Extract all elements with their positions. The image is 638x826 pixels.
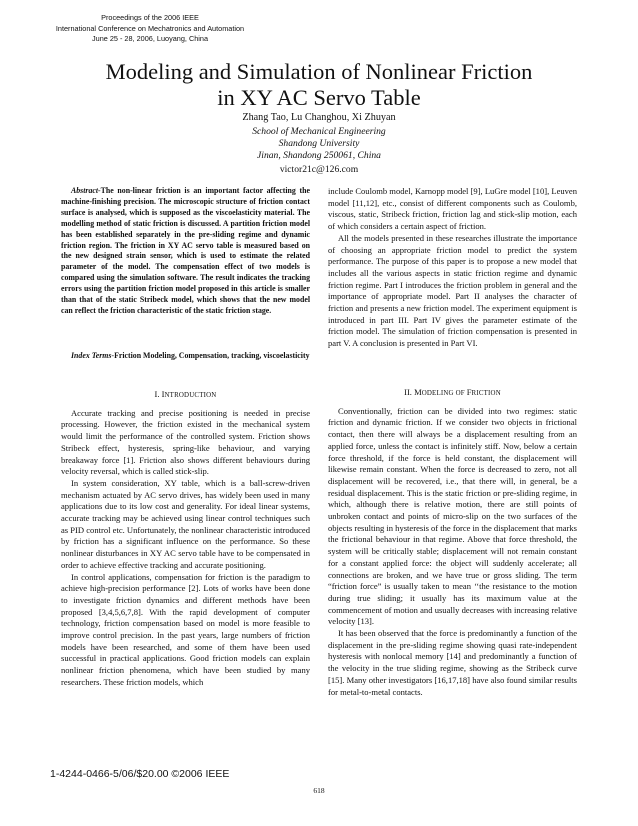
paper-title — [0, 59, 638, 111]
index-terms-text: Friction Modeling, Compensation, tracking, viscoelasticity — [114, 351, 310, 360]
section-modeling-of-friction — [328, 387, 577, 698]
paragraph: It has been observed that the force is predominantly a function of the displacement in the pre-sliding regime showing quasi rate-independent hysteresis with nonlocal memory [14] and predominantly a function of the velocity in the true sliding regime, showing as the Stribeck curve [15]. Many other investigators [16,17,18] have also found similar results for metal-to-metal contacts. — [328, 628, 577, 697]
index-terms-label: Index Terms- — [71, 351, 115, 360]
proceedings-line: June 25 - 28, 2006, Luoyang, China — [91, 34, 209, 44]
authors: Zhang Tao, Lu Changhou, Xi Zhuyan — [242, 112, 396, 123]
paragraph: All the models presented in these researches illustrate the importance of choosing an appropriate friction model to predict the system performance. The purpose of this paper is to propose a new model that includes all the various aspects in static friction regime and dynamic friction regime. Part I introduces the friction problem in general and the importance of appropriate model. Part II analyses the character of friction and presents a new friction model. The experiment equipment is introduced in part III. Part IV gives the parameter estimate of the friction model. The simulation of friction compensation is presented in part V. A conclusion is presented in Part VI. — [328, 232, 577, 349]
affiliation-line: School of Mechanical Engineering — [252, 126, 386, 137]
title-line: in XY AC Servo Table — [217, 85, 421, 110]
copyright-footer: 1-4244-0466-5/06/$20.00 ©2006 IEEE — [50, 768, 230, 780]
paragraph: In system consideration, XY table, which is a ball-screw-driven mechanism actuated by AC servo drives, has widely been used in many applications due to its low cost and generality. For ideal linear systems, accurate tracking may be achieved using linear control techniques such as PID control etc. Unfortunately, the nonlinear characteristic introduced by friction has a significant influence on the performance. So these nonlinear disturbances in XY AC servo table have to be compensated in order to achieve effective tracking and accurate positioning. — [61, 477, 310, 570]
abstract-label: Abstract- — [71, 186, 101, 195]
affiliation-line: Shandong University — [278, 137, 360, 149]
paragraph: Conventionally, friction can be divided into two regimes: static friction and dynamic friction. If we consider two objects in frictional contact, then there will always be a displacement resulting from an applied force, unless the contact is infinitely stiff. Now, below a certain force threshold, if the force is held constant, the displacement will likewise remain constant. When the force is decreased to zero, not all displacement will be recovered, i.e., that there will, in general, be a residual displacement. This is the static friction or pre-sliding regime, in which, although there is relative motion, there are still points of unbroken contact and points of micro-slip on the two surfaces of the objects resulting in hysteresis of the force in the displacement that marks the frictional behaviour in that regime. Above that force threshold, the system will be critically stable; displacement will not remain constant for a constant applied force: the object will suddenly accelerate; all connections are broken, and we have true or gross sliding. The term “friction force” is usually taken to mean ‘‘the resistance to the motion during true sliding; it usually has its maximum value at the commencement of motion and usually decreases with increasing relative velocity [13]. — [328, 405, 577, 627]
title-line: Modeling and Simulation of Nonlinear Friction — [105, 59, 533, 84]
section-heading: I. INTRODUCTION — [154, 389, 217, 399]
section-introduction — [61, 389, 310, 689]
affiliation — [0, 126, 638, 162]
proceedings-line: Proceedings of the 2006 IEEE — [101, 13, 199, 22]
paragraph: Accurate tracking and precise positioning is needed in precise processing. However, the friction existed in the mechanical system would limit the performance of the controlled system. Friction shows Stribeck effect, hysteresis, spring-like behaviour, and varying breakaway force [1]. Friction also shows different behaviours during velocity reversal, which is called stick-slip. — [61, 407, 310, 477]
section-heading: II. MODELING OF FRICTION — [404, 387, 501, 397]
paragraph: include Coulomb model, Karnopp model [9], LuGre model [10], Leuven model [11,12], etc., consist of different components such as Coulomb, viscous, static, Stribeck friction, friction lag and stick-slip motion, each of which considers a certain aspect of friction. — [328, 186, 577, 232]
abstract — [61, 186, 310, 317]
author-email: victor21c@126.com — [279, 164, 359, 175]
proceedings-header — [0, 13, 300, 45]
index-terms — [61, 350, 310, 361]
right-column-intro — [328, 186, 577, 350]
abstract-text: The non-linear friction is an important factor affecting the machine-finishing precision. The microscopic structure of friction contact surface is analysed, which is supposed as the viscoelasticity material. The modelling method of static friction is discussed. A partition friction model has been established separately in the pre-sliding regime and dynamic friction region. The friction in XY AC servo table is measured based on the new designed strain sensor, which is used to estimate the related parameter of the model. The compensation effect of two models is compared using the simulation software. The result indicates the tracking errors using the partition friction model proposed in this article is smaller than that of the static Stribeck model, which shows that the new model can reflect the friction characteristic of the static friction stage. — [61, 186, 310, 315]
paragraph: In control applications, compensation for friction is the paradigm to achieve high-precision performance [2]. Lots of works have been done to investigate friction dynamics and different methods have been proposed [3,4,5,6,7,8]. With the rapid development of computer technology, friction compensation based on model is more feasible to improve control precision. In the past years, large numbers of friction models have been researched, and some of them have been used successful in practical applications. Good friction models can explain nonlinear friction phenomena, which have been studied by many researchers. These friction models, which — [61, 571, 310, 687]
page-number: 618 — [313, 786, 325, 795]
affiliation-line: Jinan, Shandong 250061, China — [257, 149, 381, 161]
proceedings-line: International Conference on Mechatronics and Automation — [55, 23, 245, 33]
